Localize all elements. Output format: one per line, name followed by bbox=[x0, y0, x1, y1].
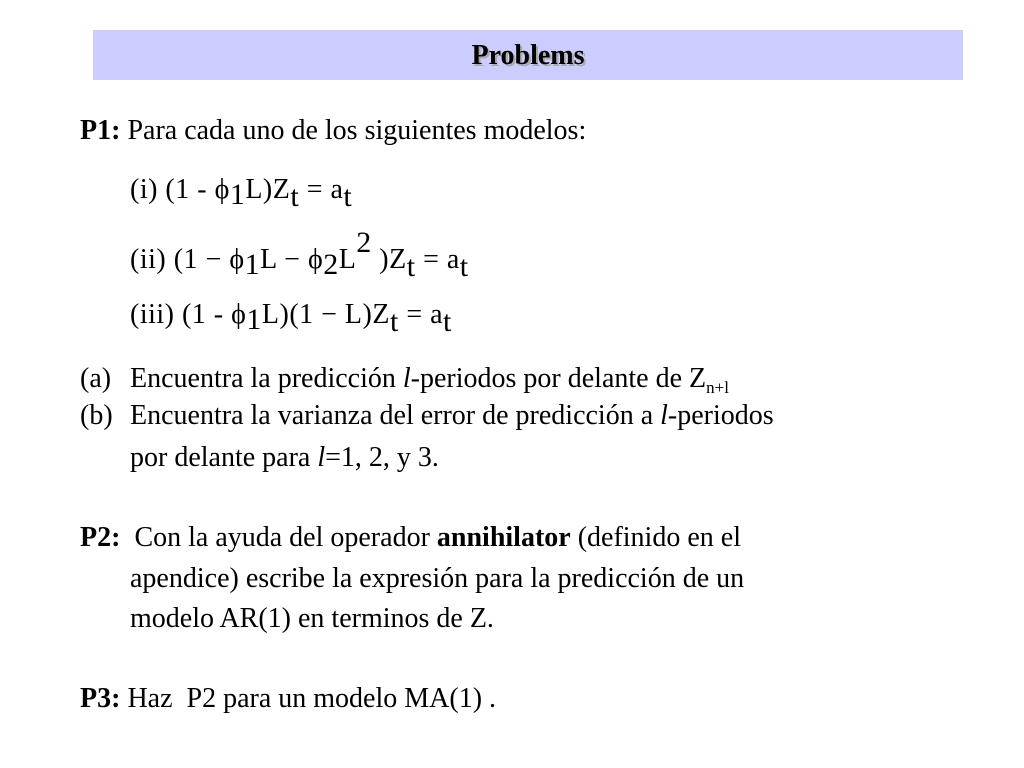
p2-line1: P2: Con la ayuda del operador annihilator (definido en el bbox=[80, 522, 741, 553]
p1-intro: Para cada uno de los siguientes modelos: bbox=[127, 115, 587, 146]
title-bar bbox=[93, 30, 963, 80]
item-b: (b) Encuentra la varianza del error de predicción a l-periodos bbox=[80, 400, 774, 431]
item-a: (a) Encuentra la predicción l-periodos por delante de $Z_{n+l}$ bbox=[80, 363, 729, 397]
p3-label: P3: bbox=[80, 683, 121, 714]
item-a-marker: (a) bbox=[80, 363, 112, 394]
item-b-line2: por delante para l=1, 2, y 3. bbox=[130, 442, 439, 473]
p2-line3: modelo AR(1) en terminos de Z. bbox=[130, 603, 494, 634]
equation-iii: (iii) (1 - ϕ1L)(1 − L)Zt = at bbox=[130, 299, 452, 338]
p3-line: P3: Haz P2 para un modelo MA(1) . bbox=[80, 683, 497, 714]
p2-line2: apendice) escribe la expresión para la predicción de un bbox=[130, 563, 745, 594]
equation-ii: (ii) (1 − ϕ1L − ϕ2L2 )Zt = at bbox=[130, 226, 469, 283]
p2-label: P2: bbox=[80, 522, 121, 553]
p1-label: P1: bbox=[80, 115, 121, 146]
p1-intro-line bbox=[80, 115, 586, 147]
annihilator-term: annihilator bbox=[436, 522, 571, 553]
equation-i: (i) (1 - ϕ1L)Zt = at bbox=[130, 174, 353, 213]
page-title: Problems bbox=[471, 40, 585, 71]
item-b-marker: (b) bbox=[80, 400, 113, 431]
